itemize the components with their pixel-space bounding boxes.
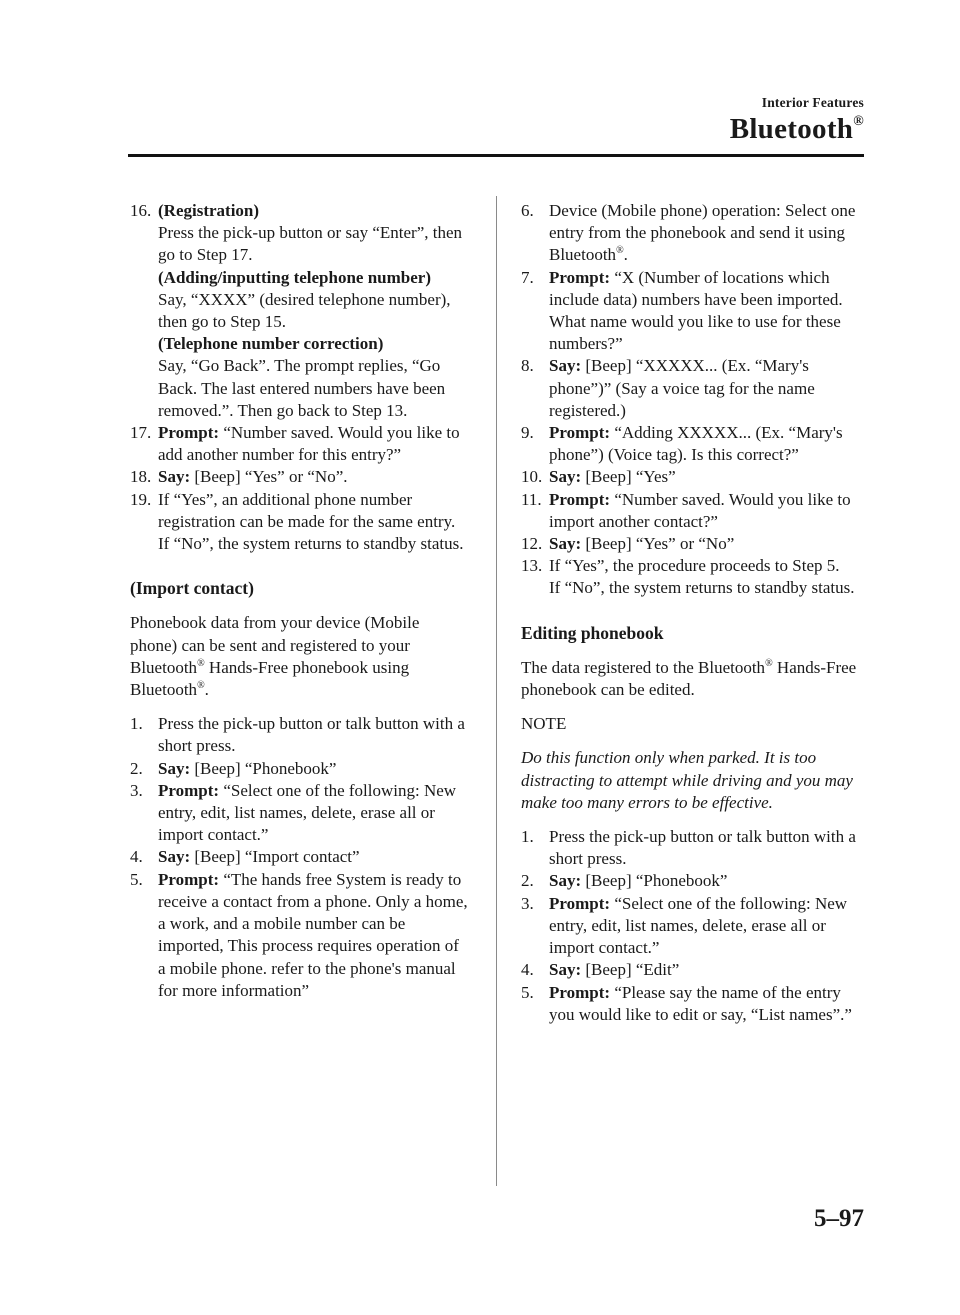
step-text: “Please say the name of the entry you would like to edit or say, “List names”.”	[549, 982, 852, 1024]
step-number: 18.	[130, 467, 152, 487]
step-item	[521, 267, 861, 356]
editing-phonebook-heading: Editing phonebook	[521, 622, 664, 643]
step-text: [Beep] “Phonebook”	[581, 871, 728, 891]
step-number: 2.	[521, 871, 534, 891]
step-text: If “No”, the system returns to standby status.	[158, 534, 464, 554]
step-item	[521, 577, 861, 599]
step-text: [Beep] “Import contact”	[190, 847, 360, 867]
import-steps	[130, 713, 470, 1002]
step-label: Prompt:	[549, 423, 611, 443]
step-number: 3.	[521, 893, 534, 913]
intro-text: Phonebook data from your device (Mobile phone) can be sent and registered to your Bluetooth	[130, 613, 420, 677]
right-column	[521, 200, 861, 1026]
step-number: 13.	[521, 556, 543, 576]
intro-text: Hands-Free phonebook using Bluetooth	[130, 657, 410, 700]
step-number: 2.	[130, 758, 143, 778]
step-item	[521, 533, 861, 555]
step-item	[130, 333, 470, 422]
step-item	[521, 893, 861, 960]
step-text: [Beep] “Yes” or “No”.	[190, 467, 348, 487]
step-item	[521, 555, 861, 577]
step-label: Prompt:	[549, 982, 611, 1002]
step-label: (Adding/inputting telephone number)	[158, 267, 431, 287]
registration-steps	[130, 200, 470, 555]
note-title: NOTE	[521, 714, 567, 734]
left-column	[130, 200, 470, 1002]
step-item	[130, 713, 470, 757]
spacer	[521, 600, 861, 622]
step-text: [Beep] “XXXXX... (Ex. “Mary's phone”)” (Say a voice tag for the name registered.)	[549, 356, 815, 420]
step-item	[521, 489, 861, 533]
step-item	[130, 533, 470, 555]
step-text: “Number saved. Would you like to import another contact?”	[549, 489, 851, 531]
step-item	[521, 870, 861, 892]
step-number: 12.	[521, 534, 543, 554]
step-number: 7.	[521, 267, 534, 287]
step-text-tail: .	[623, 245, 628, 265]
editing-intro	[521, 657, 861, 701]
intro-text: Hands-Free phonebook can be edited.	[521, 657, 857, 700]
step-item	[130, 200, 470, 267]
step-number: 9.	[521, 423, 534, 443]
step-label: Prompt:	[158, 780, 220, 800]
step-text: [Beep] “Phonebook”	[190, 758, 337, 778]
step-number: 6.	[521, 201, 534, 220]
step-text: [Beep] “Edit”	[581, 960, 680, 980]
step-text: If “Yes”, the procedure proceeds to Step 5.	[549, 556, 840, 576]
step-item	[130, 466, 470, 488]
step-number: 4.	[130, 847, 143, 867]
step-text: If “No”, the system returns to standby status.	[549, 578, 855, 598]
import-intro	[130, 612, 470, 701]
step-item	[521, 466, 861, 488]
step-label: Say:	[549, 534, 582, 554]
registered-mark: ®	[853, 114, 864, 129]
step-text: Say, “Go Back”. The prompt replies, “Go Back. The last entered numbers have been removed.”. Then go back to Step 13.	[158, 356, 446, 420]
step-number: 19.	[130, 489, 152, 509]
step-item	[130, 846, 470, 868]
step-label: Say:	[549, 871, 582, 891]
step-item	[130, 422, 470, 466]
step-number: 5.	[521, 982, 534, 1002]
import-contact-heading: (Import contact)	[130, 578, 254, 599]
step-item	[521, 959, 861, 981]
step-number: 16.	[130, 201, 152, 220]
step-label: Say:	[158, 847, 191, 867]
page-number: 5–97	[814, 1205, 864, 1232]
step-text: Press the pick-up button or say “Enter”, then go to Step 17.	[158, 223, 463, 265]
step-label: Say:	[549, 960, 582, 980]
step-label: (Telephone number correction)	[158, 334, 384, 354]
registered-mark: ®	[197, 657, 205, 669]
intro-text: .	[204, 680, 209, 700]
step-label: Say:	[158, 758, 191, 778]
column-divider	[496, 196, 497, 1186]
step-item	[521, 200, 861, 267]
step-label: Say:	[549, 467, 582, 487]
step-number: 11.	[521, 489, 542, 509]
step-item	[521, 826, 861, 870]
step-text: Press the pick-up button or talk button with a short press.	[158, 714, 465, 756]
step-number: 5.	[130, 869, 143, 889]
step-number: 1.	[521, 827, 534, 847]
intro-text: The data registered to the Bluetooth	[521, 657, 766, 677]
step-text: “X (Number of locations which include data) numbers have been imported. What name would you like to use for these numbers?”	[549, 267, 843, 354]
step-number: 1.	[130, 714, 143, 734]
registered-mark: ®	[616, 245, 624, 257]
step-item	[521, 422, 861, 466]
step-text: “Adding XXXXX... (Ex. “Mary's phone”) (Voice tag). Is this correct?”	[549, 423, 843, 465]
step-label: Say:	[158, 467, 191, 487]
registered-mark: ®	[197, 680, 205, 692]
import-steps-continued	[521, 200, 861, 600]
step-item	[130, 780, 470, 847]
step-label: Prompt:	[549, 489, 611, 509]
step-label: Say:	[549, 356, 582, 376]
step-label: Prompt:	[158, 423, 220, 443]
step-item	[521, 355, 861, 422]
editing-steps	[521, 826, 861, 1026]
step-item	[130, 489, 470, 533]
step-text: “Select one of the following: New entry, edit, list names, delete, erase all or import contact.”	[158, 780, 457, 845]
step-item	[130, 869, 470, 1002]
step-item	[521, 982, 861, 1026]
step-item	[130, 267, 470, 334]
step-number: 17.	[130, 423, 152, 443]
spacer	[130, 555, 470, 577]
step-item	[130, 758, 470, 780]
page-title	[730, 113, 864, 146]
step-text: “The hands free System is ready to receive a contact from a phone. Only a home, a work, and a mobile number can be imported, This process requires operation of a mobile phone. refer to the phone's manual for more information”	[158, 869, 468, 1000]
section-label: Interior Features	[761, 95, 864, 110]
step-label: (Registration)	[158, 201, 260, 220]
step-text: [Beep] “Yes”	[581, 467, 676, 487]
step-label: Prompt:	[158, 869, 220, 889]
step-text: “Number saved. Would you like to add another number for this entry?”	[158, 423, 460, 465]
step-number: 4.	[521, 960, 534, 980]
page-title-text: Bluetooth	[729, 113, 854, 145]
header-rule	[128, 154, 864, 157]
step-text: Say, “XXXX” (desired telephone number), then go to Step 15.	[158, 289, 451, 332]
step-text: Press the pick-up button or talk button with a short press.	[549, 827, 856, 869]
step-number: 8.	[521, 356, 534, 376]
step-number: 3.	[130, 780, 143, 800]
step-text: If “Yes”, an additional phone number registration can be made for the same entry.	[158, 489, 456, 531]
step-label: Prompt:	[549, 893, 611, 913]
note-text: Do this function only when parked. It is too distracting to attempt while driving and you may make too many errors to be effective.	[521, 748, 853, 812]
step-label: Prompt:	[549, 267, 611, 287]
step-text: [Beep] “Yes” or “No”	[581, 534, 735, 554]
registered-mark: ®	[765, 657, 773, 669]
step-text: Device (Mobile phone) operation: Select one entry from the phonebook and send it using Bluetooth	[549, 201, 856, 265]
step-number: 10.	[521, 467, 543, 487]
step-text: “Select one of the following: New entry, edit, list names, delete, erase all or import contact.”	[549, 893, 848, 958]
